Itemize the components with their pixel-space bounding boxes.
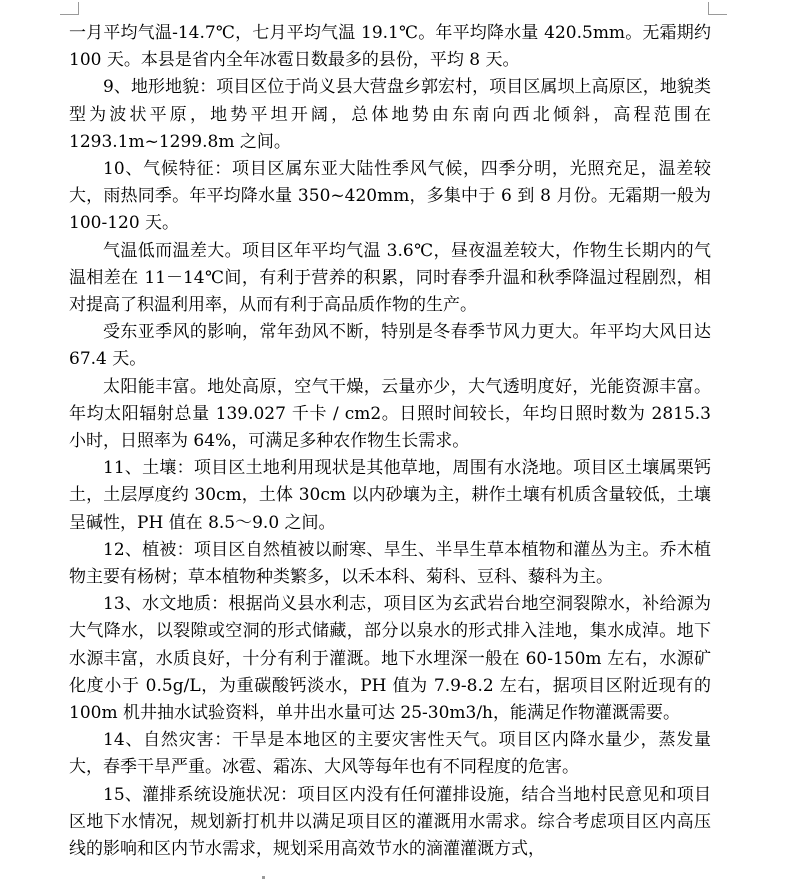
- document-body[interactable]: [69, 20, 711, 863]
- paragraph-terrain: 9、地形地貌：项目区位于尚义县大营盘乡郭宏村，项目区属坝上高原区，地貌类型为波状平原，地势平坦开阔，总体地势由东南向西北倾斜，高程范围在 1293.1m~1299.8m 之间。: [69, 77, 711, 152]
- paragraph-soil: 11、土壤：项目区土地利用现状是其他草地，周围有水浇地。项目区土壤属栗钙土，土层厚度约 30cm，土体 30cm 以内砂壤为主，耕作土壤有机质含量较低，土壤呈碱性，PH 值在 8.5～9.0 之间。: [69, 458, 711, 533]
- paragraph-climate-continued: 一月平均气温-14.7℃，七月平均气温 19.1℃。年平均降水量 420.5mm。无霜期约 100 天。本县是省内全年冰雹日数最多的县份，平均 8 天。: [69, 23, 711, 71]
- paragraph-temperature: 气温低而温差大。项目区年平均气温 3.6℃，昼夜温差较大，作物生长期内的气温相差在 11－14℃间，有利于营养的积累，同时春季升温和秋季降温过程剧烈，相对提高了积温利用率，从而有利于高品质作物的生产。: [69, 240, 711, 316]
- paragraph-hydrogeology: 13、水文地质：根据尚义县水利志，项目区为玄武岩台地空洞裂隙水，补给源为大气降水，以裂隙或空洞的形式储藏，部分以泉水的形式排入洼地，集水成淖。地下水源丰富，水质良好，十分有利于灌溉。地下水埋深一般在 60-150m 左右，水源矿化度小于 0.5g/L，为重碳酸钙淡水，PH 值为 7.9-8.2 左右，据项目区附近现有的 100m 机井抽水试验资料，单井出水量可达 25-30m3/h，能满足作物灌溉需要。: [69, 594, 711, 724]
- paragraph-wind: 受东亚季风的影响，常年劲风不断，特别是冬春季节风力更大。年平均大风日达 67.4 天。: [69, 322, 711, 370]
- paragraph-climate-features: 10、气候特征：项目区属东亚大陆性季风气候，四季分明，光照充足，温差较大，雨热同季。年平均降水量 350~420mm，多集中于 6 到 8 月份。无霜期一般为 100-120 天。: [69, 159, 711, 234]
- margin-corner-mark-right: [708, 2, 727, 15]
- paragraph-natural-disasters: 14、自然灾害：干旱是本地区的主要灾害性天气。项目区内降水量少，蒸发量大，春季干旱严重。冰雹、霜冻、大风等每年也有不同程度的危害。: [69, 730, 711, 778]
- paragraph-irrigation: 15、灌排系统设施状况：项目区内没有任何灌排设施，结合当地村民意见和项目区地下水情况，规划新打机井以满足项目区的灌溉用水需求。综合考虑项目区内高压线的影响和区内节水需求，规划采用高效节水的滴灌灌溉方式，: [69, 784, 711, 860]
- margin-corner-mark-left: [60, 2, 79, 15]
- paragraph-solar: 太阳能丰富。地处高原，空气干燥，云量亦少，大气透明度好，光能资源丰富。年均太阳辐射总量 139.027 千卡 / cm2。日照时间较长，年均日照时数为 2815.3 小时，日照率为 64%，可满足多种农作物生长需求。: [69, 376, 711, 452]
- paragraph-vegetation: 12、植被：项目区自然植被以耐寒、旱生、半旱生草本植物和灌丛为主。乔木植物主要有杨树；草本植物种类繁多，以禾本科、菊科、豆科、藜科为主。: [69, 539, 711, 588]
